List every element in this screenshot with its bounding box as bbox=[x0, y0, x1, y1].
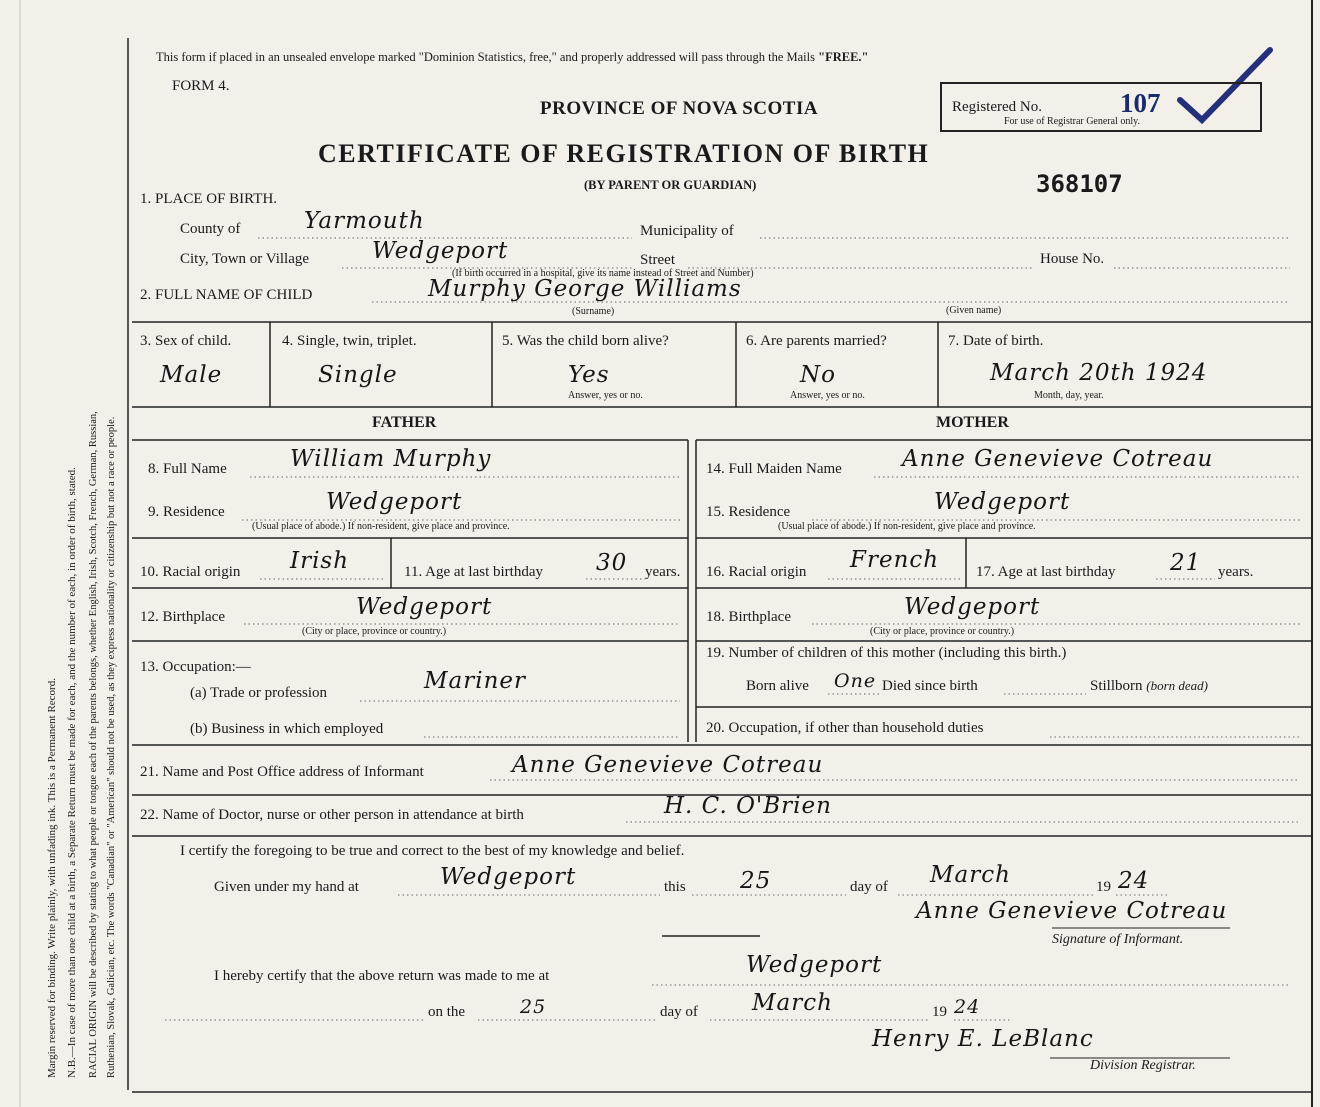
born-alive-count-value: One bbox=[834, 670, 877, 692]
mother-heading: MOTHER bbox=[936, 414, 1009, 431]
doctor-value: H. C. O'Brien bbox=[664, 793, 832, 819]
county-value: Yarmouth bbox=[304, 208, 425, 234]
mother-age-unit: years. bbox=[1218, 564, 1254, 580]
date-of-birth-label: 7. Date of birth. bbox=[948, 333, 1044, 349]
given-place-value: Wedgeport bbox=[440, 864, 577, 890]
sex-label: 3. Sex of child. bbox=[140, 333, 232, 349]
city-label: City, Town or Village bbox=[180, 251, 310, 267]
mother-residence-value: Wedgeport bbox=[934, 489, 1071, 515]
registered-value: 107 bbox=[1120, 88, 1161, 118]
given-day-value: 25 bbox=[740, 868, 772, 894]
father-name-label: 8. Full Name bbox=[148, 461, 227, 477]
mother-race-label: 16. Racial origin bbox=[706, 564, 807, 580]
mother-residence-label: 15. Residence bbox=[706, 504, 791, 520]
county-label: County of bbox=[180, 221, 241, 237]
given-year-value: 24 bbox=[1118, 868, 1150, 894]
father-name-value: William Murphy bbox=[290, 446, 492, 472]
parents-married-note: Answer, yes or no. bbox=[790, 390, 865, 401]
born-alive-label: 5. Was the child born alive? bbox=[502, 333, 669, 349]
sex-value: Male bbox=[160, 362, 223, 388]
registrar-statement: I hereby certify that the above return was made to me at bbox=[214, 968, 550, 984]
municipality-label: Municipality of bbox=[640, 223, 734, 239]
father-residence-label: 9. Residence bbox=[148, 504, 225, 520]
margin-note-multiple-births: N.B.—In case of more than one child at a birth, a Separate Return must be made for each, and the number of each, in order of birth, stated. bbox=[66, 467, 78, 1078]
father-residence-value: Wedgeport bbox=[326, 489, 463, 515]
margin-note-binding: Margin reserved for binding. Write plainly, with unfading ink. This is a Permanent Record. bbox=[46, 678, 58, 1078]
mother-birthplace-note: (City or place, province or country.) bbox=[870, 626, 1015, 637]
informant-signature: Anne Genevieve Cotreau bbox=[916, 898, 1228, 924]
mail-notice: This form if placed in an unsealed envelope marked "Dominion Statistics, free," and properly addressed will pass through the Mails "FREE." bbox=[156, 50, 869, 64]
died-since-birth-label: Died since birth bbox=[882, 678, 978, 694]
father-age-label: 11. Age at last birthday bbox=[404, 564, 543, 580]
city-value: Wedgeport bbox=[372, 238, 509, 264]
informant-value: Anne Genevieve Cotreau bbox=[512, 752, 824, 778]
registrar-caption: Division Registrar. bbox=[1090, 1058, 1196, 1073]
father-race-value: Irish bbox=[290, 548, 350, 574]
stillborn-label: Stillborn (born dead) bbox=[1090, 678, 1209, 694]
doctor-label: 22. Name of Doctor, nurse or other person in attendance at birth bbox=[140, 807, 524, 823]
children-count-label: 19. Number of children of this mother (including this birth.) bbox=[706, 645, 1067, 661]
on-the-label: on the bbox=[428, 1004, 466, 1020]
registrar-year-prefix: 19 bbox=[932, 1004, 947, 1020]
registrar-year-value: 24 bbox=[954, 996, 981, 1018]
certificate-title: CERTIFICATE OF REGISTRATION OF BIRTH bbox=[318, 139, 930, 168]
mother-birthplace-label: 18. Birthplace bbox=[706, 609, 791, 625]
registrar-signature: Henry E. LeBlanc bbox=[872, 1026, 1094, 1052]
trade-value: Mariner bbox=[424, 668, 527, 694]
this-label: this bbox=[664, 879, 686, 895]
informant-signature-caption: Signature of Informant. bbox=[1052, 932, 1184, 947]
father-birthplace-label: 12. Birthplace bbox=[140, 609, 225, 625]
multiplicity-value: Single bbox=[318, 362, 398, 388]
mother-age-label: 17. Age at last birthday bbox=[976, 564, 1116, 580]
mother-birthplace-value: Wedgeport bbox=[904, 594, 1041, 620]
registrar-day-value: 25 bbox=[520, 996, 547, 1018]
province-heading: PROVINCE OF NOVA SCOTIA bbox=[540, 98, 819, 119]
informant-label: 21. Name and Post Office address of Informant bbox=[140, 764, 424, 780]
registered-label: Registered No. bbox=[952, 99, 1042, 115]
business-label: (b) Business in which employed bbox=[190, 721, 384, 737]
street-label: Street bbox=[640, 252, 675, 268]
registrar-day-of-label: day of bbox=[660, 1004, 698, 1020]
registrar-place-value: Wedgeport bbox=[746, 952, 883, 978]
registered-note: For use of Registrar General only. bbox=[1004, 116, 1140, 127]
given-month-value: March bbox=[930, 862, 1011, 888]
parents-married-value: No bbox=[800, 362, 836, 388]
child-name-value: Murphy George Williams bbox=[428, 276, 742, 302]
certificate-subtitle: (BY PARENT OR GUARDIAN) bbox=[584, 178, 757, 192]
born-alive-note: Answer, yes or no. bbox=[568, 390, 643, 401]
mother-residence-note: (Usual place of abode.) If non-resident, give place and province. bbox=[778, 521, 1036, 532]
margin-note-racial-origin-cont: Ruthenian, Slovak, Galician, etc. The words "Canadian" or "American" should not be used, as they express nationality or citizenship but not a race or people. bbox=[106, 416, 117, 1078]
registered-number-box bbox=[940, 82, 1262, 132]
certification-statement: I certify the foregoing to be true and correct to the best of my knowledge and belief. bbox=[180, 843, 685, 859]
trade-label: (a) Trade or profession bbox=[190, 685, 328, 701]
father-age-value: 30 bbox=[596, 550, 628, 576]
mother-name-value: Anne Genevieve Cotreau bbox=[902, 446, 1214, 472]
given-name-note: (Given name) bbox=[946, 305, 1002, 316]
given-year-prefix: 19 bbox=[1096, 879, 1111, 895]
mother-occupation-label: 20. Occupation, if other than household duties bbox=[706, 720, 984, 736]
date-of-birth-value: March 20th 1924 bbox=[990, 360, 1208, 386]
father-heading: FATHER bbox=[372, 414, 437, 431]
father-birthplace-note: (City or place, province or country.) bbox=[302, 626, 447, 637]
mother-age-value: 21 bbox=[1170, 550, 1202, 576]
form-number: FORM 4. bbox=[172, 78, 230, 94]
surname-note: (Surname) bbox=[572, 306, 615, 317]
mother-race-value: French bbox=[850, 547, 940, 573]
multiplicity-label: 4. Single, twin, triplet. bbox=[282, 333, 417, 349]
born-alive-value: Yes bbox=[568, 362, 610, 388]
house-number-label: House No. bbox=[1040, 251, 1105, 267]
father-birthplace-value: Wedgeport bbox=[356, 594, 493, 620]
father-race-label: 10. Racial origin bbox=[140, 564, 241, 580]
mother-name-label: 14. Full Maiden Name bbox=[706, 461, 842, 477]
child-name-label: 2. FULL NAME OF CHILD bbox=[140, 287, 313, 303]
place-of-birth-heading: 1. PLACE OF BIRTH. bbox=[140, 191, 278, 207]
registrar-month-value: March bbox=[752, 990, 833, 1016]
father-residence-note: (Usual place of abode.) If non-resident, give place and province. bbox=[252, 521, 510, 532]
margin-note-racial-origin: RACIAL ORIGIN will be described by stating to what people or tongue each of the parents belongs, whether English, Irish, Scotch, French, German, Russian, bbox=[88, 411, 99, 1078]
father-occupation-label: 13. Occupation:— bbox=[140, 659, 251, 675]
given-day-of-label: day of bbox=[850, 879, 888, 895]
serial-number: 368107 bbox=[1036, 170, 1123, 198]
parents-married-label: 6. Are parents married? bbox=[746, 333, 887, 349]
born-alive-count-label: Born alive bbox=[746, 678, 809, 694]
date-of-birth-note: Month, day, year. bbox=[1034, 390, 1104, 401]
street-note: (If birth occurred in a hospital, give its name instead of Street and Number) bbox=[452, 268, 754, 279]
given-under-hand-label: Given under my hand at bbox=[214, 879, 359, 895]
father-age-unit: years. bbox=[645, 564, 681, 580]
